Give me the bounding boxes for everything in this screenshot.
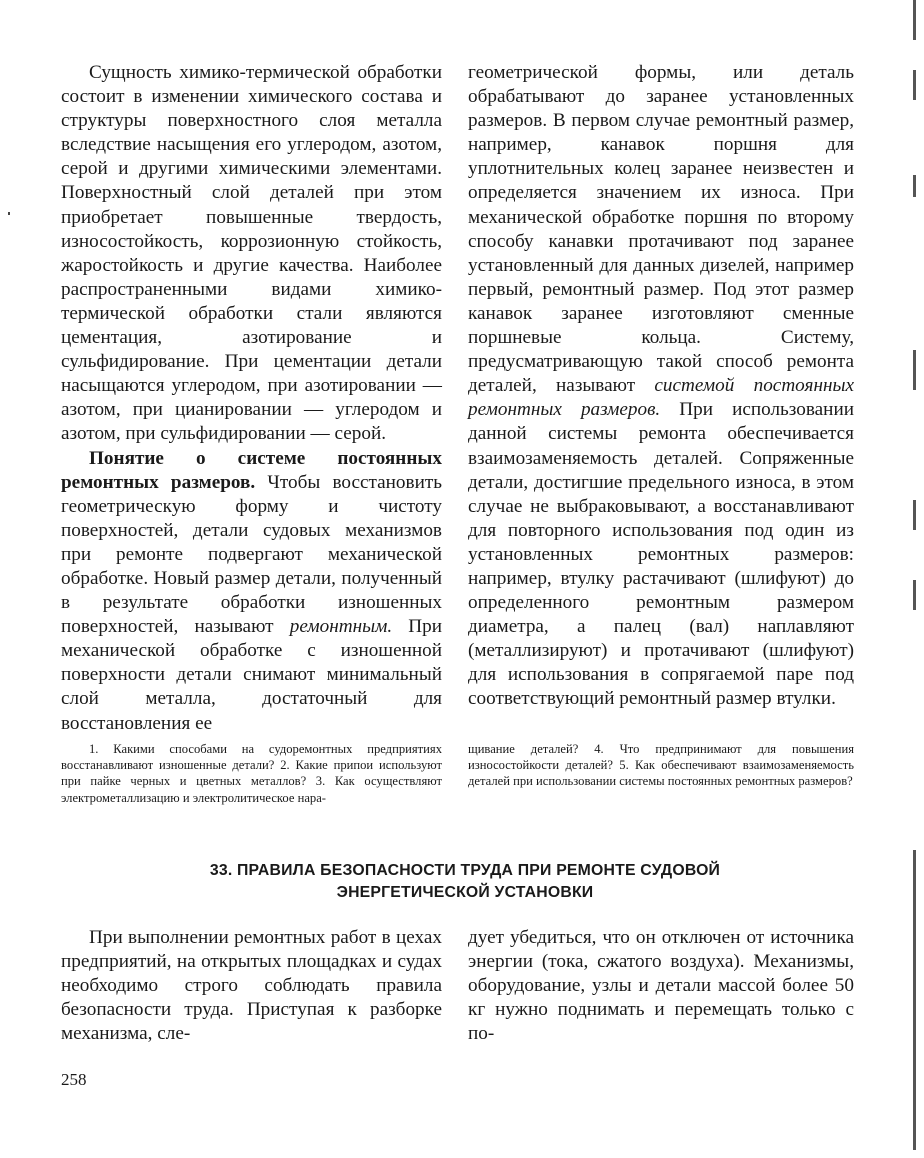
scan-edge-mark (913, 0, 916, 40)
section-column-left (61, 926, 442, 1046)
questions-text: щивание деталей? 4. Что предпринимают для повышения износостойкости деталей? 5. Как обеспечивают взаимозаменяемость деталей при использовании системы постоянных ремонтных размеров? (468, 742, 854, 789)
paragraph-safety-continuation: дует убедиться, что он отключен от источника энергии (тока, сжатого воздуха). Механизмы, оборудование, узлы и детали массой более 50 кг нужно поднимать и перемещать только с по- (468, 927, 854, 1045)
text-column-right (468, 61, 854, 712)
scan-speck (8, 212, 10, 215)
section-column-right (468, 926, 854, 1046)
section-heading-line: ЭНЕРГЕТИЧЕСКОЙ УСТАНОВКИ (336, 884, 594, 901)
paragraph-repair-sizes (61, 447, 442, 736)
section-heading (140, 860, 790, 904)
run-in-heading: Понятие о системе постоянных ремонтных размеров. (61, 447, 442, 493)
paragraph-text: геометрической формы, или деталь обрабатывают до заранее установленных размеров. В первом случае ремонтный размер, например, канавок поршня для уплотнительных колец заранее неизвестен и определяется значением их износа. При механической обработке поршня по второму способу канавки протачивают под заранее установленный для данных дизелей, например первый, ремонтный размер. Под этот размер канавок заранее изготовляют сменные поршневые кольца. Систему, предусматривающую такой способ ремонта деталей, называют (468, 62, 854, 397)
paragraph-chemical-thermal: Сущность химико-термической обработки состоит в изменении химического состава и структуры поверхностного слоя металла вследствие насыщения его углеродом, азотом, серой и другими химическими элементами. Поверхностный слой деталей при этом приобретает повышенные твердость, износостойкость, коррозионную стойкость, жаростойкость и другие качества. Наиболее распространенными видами химико-термической обработки стали являются цементация, азотирование и сульфидирование. При цементации детали насыщаются углеродом, при азотировании — азотом, при цианировании — углеродом и азотом, при сульфидировании — серой. (61, 62, 442, 445)
questions-text: 1. Какими способами на судоремонтных предприятиях восстанавливают изношенные детали? 2. Какие припои используют при пайке черных и цветных металлов? 3. Как осуществляют электрометаллизацию и электролитическое нара- (61, 742, 442, 805)
scan-edge-mark (913, 175, 916, 197)
paragraph-continuation (468, 61, 854, 712)
scan-edge-mark (913, 500, 916, 530)
scan-edge-mark (913, 350, 916, 390)
review-questions-left (61, 741, 442, 806)
scan-edge-mark (913, 70, 916, 100)
italic-term: ремонтным. (289, 616, 393, 638)
scan-edge-mark (913, 850, 916, 1150)
text-column-left (61, 61, 442, 736)
paragraph-text: Чтобы восстановить геометрическую форму и чистоту поверхностей, детали судовых механизмов при ремонте подвергают механической обработке. Новый размер детали, полученный в результате обработки изношенных поверхностей, называют (61, 471, 442, 638)
paragraph-safety: При выполнении ремонтных работ в цехах предприятий, на открытых площадках и судах необходимо строго соблюдать правила безопасности труда. Приступая к разборке механизма, сле- (61, 927, 442, 1045)
italic-term: системой постоянных ремонтных размеров. (468, 375, 854, 421)
paragraph-text: При использовании данной системы ремонта обеспечивается взаимозаменяемость деталей. Сопряженные детали, достигшие предельного износа, в этом случае не выбраковывают, а восстанавливают для повторного использования под один из установленных ремонтных размеров: например, втулку растачивают (шлифуют) до определенного ремонтным размером диаметра, а палец (вал) наплавляют (металлизируют) и протачивают (шлифуют) для использования в сопрягаемой паре под соответствующий ремонтный размер втулки. (468, 399, 854, 710)
page-number: 258 (61, 1070, 87, 1089)
review-questions-right (468, 741, 854, 790)
section-heading-line: 33. ПРАВИЛА БЕЗОПАСНОСТИ ТРУДА ПРИ РЕМОНТЕ СУДОВОЙ (209, 862, 721, 879)
paragraph-text: При механической обработке с изношенной поверхности детали снимают минимальный слой металла, достаточный для восстановления ее (61, 616, 443, 734)
scan-edge-mark (913, 580, 916, 610)
